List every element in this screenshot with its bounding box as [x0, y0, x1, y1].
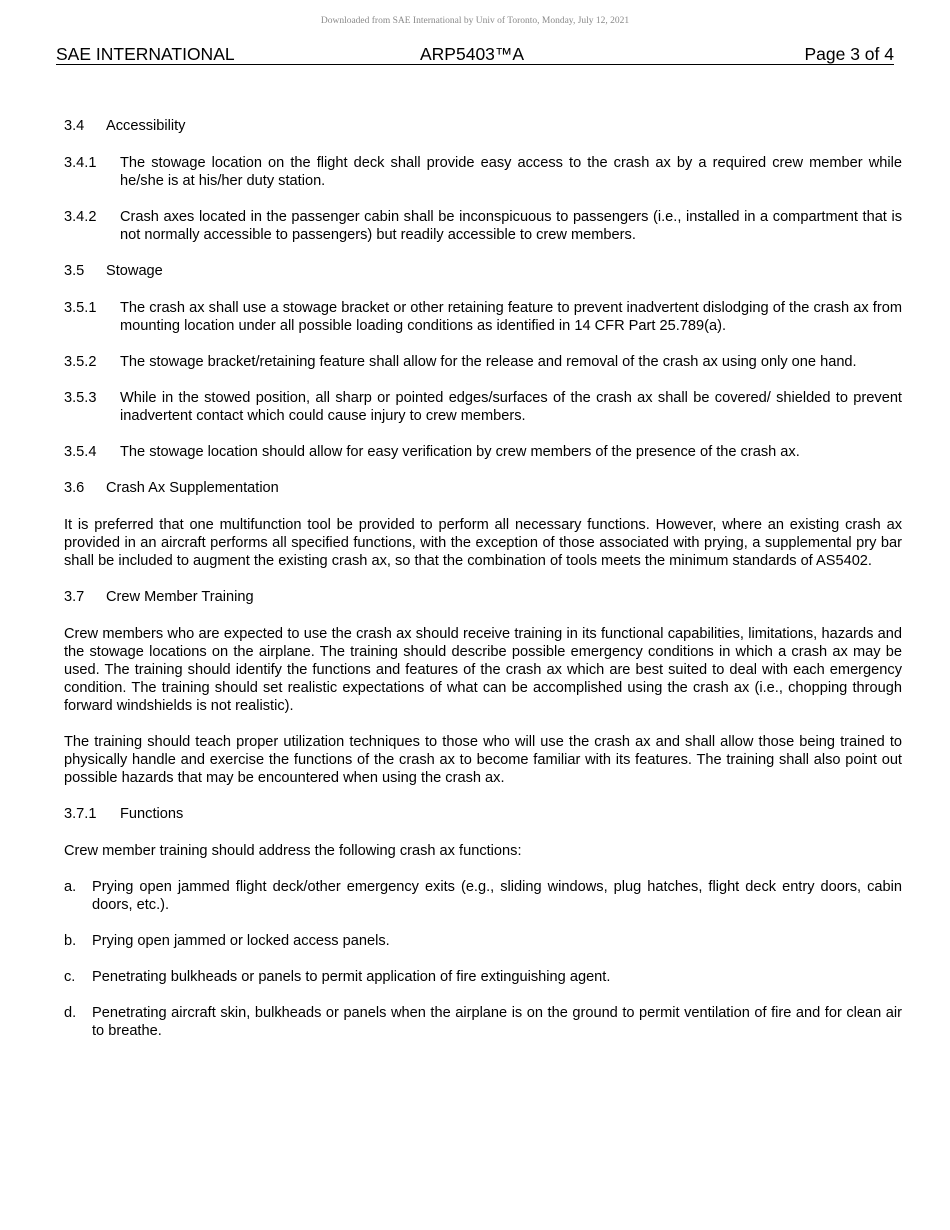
section-heading-3-6: [64, 479, 902, 497]
section-number: 3.6: [64, 480, 85, 496]
section-heading-3-4: [64, 117, 902, 135]
list-item-text: Penetrating aircraft skin, bulkheads or panels when the airplane is on the ground to permit ventilation of fire and for clean air to breathe.: [92, 1005, 902, 1039]
clause-number: 3.4.2: [64, 209, 97, 225]
section-number: 3.5: [64, 263, 85, 279]
list-item-text: Prying open jammed flight deck/other emergency exits (e.g., sliding windows, plug hatches, flight deck entry doors, cabin doors, etc.).: [92, 879, 902, 913]
clause-number: 3.5.1: [64, 300, 97, 316]
section-title: Stowage: [106, 263, 163, 279]
header-doc-number: ARP5403™A: [420, 44, 525, 64]
paragraph-3-6: It is preferred that one multifunction tool be provided to perform all necessary functions. However, where an existing crash ax provided in an aircraft performs all specified functions, with the exception of those associated with prying, a supplemental pry bar shall be included to augment the existing crash ax, so that the combination of tools meets the minimum standards of AS5402.: [64, 517, 902, 569]
clause-text: While in the stowed position, all sharp or pointed edges/surfaces of the crash ax shall be covered/ shielded to prevent inadvertent contact which could cause injury to crew members.: [120, 390, 902, 424]
list-item-text: Penetrating bulkheads or panels to permit application of fire extinguishing agent.: [92, 969, 611, 985]
paragraph-3-7-a: Crew members who are expected to use the crash ax should receive training in its functional capabilities, limitations, hazards and the stowage locations on the airplane. The training should describe possible emergency conditions in which a crash ax may be used. The training should identify the functions and features of the crash ax which are best suited to deal with each emergency condition. The training should set realistic expectations of what can be accomplished using the crash ax (i.e., chopping through forward windshields is not realistic).: [64, 626, 902, 714]
list-item-letter: b.: [64, 933, 77, 949]
clause-number: 3.5.3: [64, 390, 97, 406]
list-item-letter: d.: [64, 1005, 77, 1021]
page-header: [56, 44, 894, 65]
clause-3-4-2: [64, 208, 902, 244]
section-heading-3-7-1: [64, 805, 902, 823]
clause-number: 3.5.4: [64, 444, 97, 460]
clause-3-5-3: [64, 389, 902, 425]
clause-3-5-1: [64, 299, 902, 335]
clause-number: 3.5.2: [64, 354, 97, 370]
list-item-text: Prying open jammed or locked access panels.: [92, 933, 390, 949]
list-item: [64, 932, 902, 950]
section-number: 3.4: [64, 118, 85, 134]
clause-3-5-4: [64, 443, 902, 461]
header-org: SAE INTERNATIONAL: [56, 44, 235, 64]
clause-text: The crash ax shall use a stowage bracket or other retaining feature to prevent inadvertent dislodging of the crash ax from mounting location under all possible loading conditions as identified in 14 CFR Part 25.789(a).: [120, 300, 902, 334]
clause-3-5-2: [64, 353, 902, 371]
section-number: 3.7: [64, 589, 85, 605]
clause-number: 3.4.1: [64, 155, 97, 171]
section-title: Crash Ax Supplementation: [106, 480, 279, 496]
clause-text: Crash axes located in the passenger cabin shall be inconspicuous to passengers (i.e., installed in a compartment that is not normally accessible to passengers) but readily accessible to crew members.: [120, 209, 902, 243]
list-item: [64, 878, 902, 914]
section-heading-3-7: [64, 588, 902, 606]
section-number: 3.7.1: [64, 806, 97, 822]
paragraph-3-7-b: The training should teach proper utilization techniques to those who will use the crash ax and shall allow those being trained to physically handle and exercise the functions of the crash ax to become familiar with its features. The training shall also point out possible hazards that may be encountered when using the crash ax.: [64, 734, 902, 786]
clause-text: The stowage location should allow for easy verification by crew members of the presence of the crash ax.: [120, 444, 800, 460]
list-item: [64, 968, 902, 986]
list-item: [64, 1004, 902, 1040]
header-page-number: Page 3 of 4: [804, 44, 894, 64]
section-title: Accessibility: [106, 118, 186, 134]
document-body: [64, 117, 902, 1058]
download-watermark: Downloaded from SAE International by Univ of Toronto, Monday, July 12, 2021: [320, 16, 630, 26]
list-item-letter: a.: [64, 879, 77, 895]
clause-text: The stowage bracket/retaining feature shall allow for the release and removal of the crash ax using only one hand.: [120, 354, 857, 370]
list-item-letter: c.: [64, 969, 76, 985]
clause-text: The stowage location on the flight deck shall provide easy access to the crash ax by a required crew member while he/she is at his/her duty station.: [120, 155, 902, 189]
section-title: Functions: [120, 806, 184, 822]
section-title: Crew Member Training: [106, 589, 254, 605]
clause-3-4-1: [64, 154, 902, 190]
paragraph-3-7-1: Crew member training should address the following crash ax functions:: [64, 843, 522, 859]
section-heading-3-5: [64, 262, 902, 280]
